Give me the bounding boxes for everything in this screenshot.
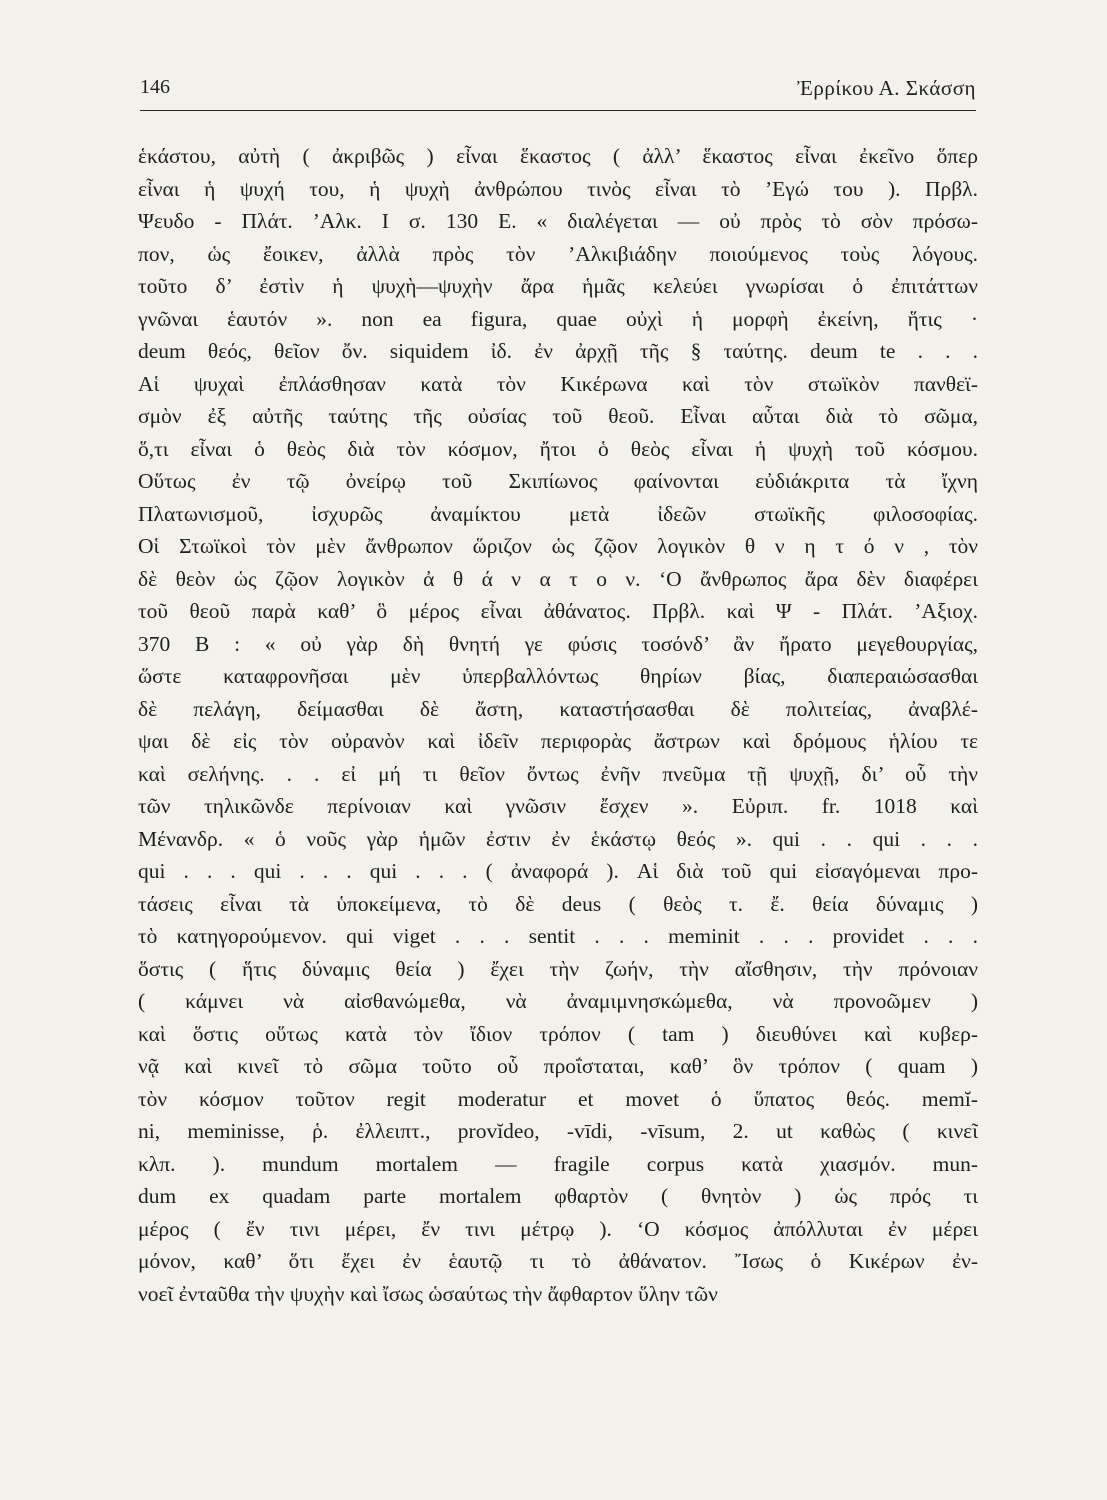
text-line: κλπ. ). mundum mortalem — fragile corpus κατὰ χιασμόν. mun- [138, 1151, 978, 1176]
text-line: ( κάμνει νὰ αἰσθανώμεθα, νὰ ἀναμιμνησκώμεθα, νὰ προνοῶμεν ) [138, 989, 978, 1013]
text-line: τῶν τηλικῶνδε περίνοιαν καὶ γνῶσιν ἔσχεν ». Εὐριπ. fr. 1018 καὶ [138, 794, 978, 818]
text-line: qui . . . qui . . . qui . . . ( ἀναφορά ). Αἱ διὰ τοῦ qui εἰσαγόμεναι προ- [138, 859, 978, 883]
text-line: σμὸν ἐξ αὐτῆς ταύτης τῆς οὐσίας τοῦ θεοῦ. Εἶναι αὗται διὰ τὸ σῶμα, [138, 404, 978, 428]
text-line: Αἱ ψυχαὶ ἐπλάσθησαν κατὰ τὸν Κικέρωνα καὶ τὸν στωϊκὸν πανθεϊ- [138, 371, 978, 396]
text-line: Ψευδο - Πλάτ. ’Αλκ. Ι σ. 130 Ε. « διαλέγεται — οὐ πρὸς τὸ σὸν πρόσω- [138, 209, 978, 233]
text-line: μέρος ( ἔν τινι μέρει, ἔν τινι μέτρῳ ). ‘Ο κόσμος ἀπόλλυται ἐν μέρει [138, 1216, 978, 1241]
text-line: καὶ σελήνης. . . εἰ μή τι θεῖον ὄντως ἐνῆν πνεῦμα τῇ ψυχῇ, δι’ οὗ τὴν [138, 761, 978, 786]
text-line: ὅ,τι εἶναι ὁ θεὸς διὰ τὸν κόσμον, ἤτοι ὁ θεὸς εἶναι ἡ ψυχὴ τοῦ κόσμου. [138, 436, 978, 461]
text-line: μόνον, καθ’ ὅτι ἔχει ἐν ἑαυτῷ τι τὸ ἀθάνατον. ῎Ισως ὁ Κικέρων ἐν- [138, 1249, 978, 1273]
text-line: νοεῖ ἐνταῦθα τὴν ψυχὴν καὶ ἴσως ὡσαύτως τὴν ἄφθαρτον ὕλην τῶν [138, 1281, 718, 1306]
text-line: πον, ὡς ἔοικεν, ἀλλὰ πρὸς τὸν ’Αλκιβιάδην ποιούμενος τοὺς λόγους. [138, 241, 978, 266]
text-line: deum θεός, θεῖον ὄν. siquidem ἰδ. ἐν ἀρχῇ τῆς § ταύτης. deum te . . . [138, 339, 978, 363]
text-line: Οὕτως ἐν τῷ ὀνείρῳ τοῦ Σκιπίωνος φαίνονται εὐδιάκριτα τὰ ἴχνη [138, 469, 978, 493]
text-line: Πλατωνισμοῦ, ἰσχυρῶς ἀναμίκτου μετὰ ἰδεῶν στωϊκῆς φιλοσοφίας. [138, 501, 978, 526]
page-header [140, 70, 976, 110]
text-line: Μένανδρ. « ὁ νοῦς γὰρ ἡμῶν ἐστιν ἐν ἑκάστῳ θεός ». qui . . qui . . . [138, 826, 978, 851]
text-line: τάσεις εἶναι τὰ ὑποκείμενα, τὸ δὲ deus ( θεὸς τ. ἔ. θεία δύναμις ) [138, 891, 978, 916]
text-line: τοῦ θεοῦ παρὰ καθ’ ὃ μέρος εἶναι ἀθάνατος. Πρβλ. καὶ Ψ - Πλάτ. ’Αξιοχ. [138, 599, 978, 623]
text-line: ἑκάστου, αὐτὴ ( ἀκριβῶς ) εἶναι ἕκαστος ( ἀλλ’ ἕκαστος εἶναι ἐκεῖνο ὅπερ [138, 144, 978, 168]
text-line: τὸ κατηγορούμενον. qui viget . . . sentit . . . meminit . . . providet . . . [138, 924, 978, 948]
text-line: τοῦτο δ’ ἐστὶν ἡ ψυχὴ—ψυχὴν ἄρα ἡμᾶς κελεύει γνωρίσαι ὁ ἐπιτάττων [138, 274, 978, 298]
text-line: γνῶναι ἑαυτόν ». non ea figura, quae οὐχὶ ἡ μορφὴ ἐκείνη, ἥτις · [138, 306, 978, 331]
text-line: ὅστις ( ἥτις δύναμις θεία ) ἔχει τὴν ζωήν, τὴν αἴσθησιν, τὴν πρόνοιαν [138, 956, 978, 981]
text-line: ni, meminisse, ῥ. ἐλλειπτ., provĭdeo, -vīdi, -vīsum, 2. ut καθὼς ( κινεῖ [138, 1119, 978, 1143]
text-line: ψαι δὲ εἰς τὸν οὐρανὸν καὶ ἰδεῖν περιφορὰς ἄστρων καὶ δρόμους ἡλίου τε [138, 729, 978, 753]
text-line: τὸν κόσμον τοῦτον regit moderatur et movet ὁ ὕπατος θεός. memĭ- [138, 1086, 978, 1111]
text-line: 370 Β : « οὐ γὰρ δὴ θνητή γε φύσις τοσόνδ’ ἂν ἤρατο μεγεθουργίας, [138, 631, 978, 656]
text-line: νᾷ καὶ κινεῖ τὸ σῶμα τοῦτο οὗ προΐσταται, καθ’ ὃν τρόπον ( quam ) [138, 1054, 978, 1078]
text-line: δὲ πελάγη, δείμασθαι δὲ ἄστη, καταστήσασθαι δὲ πολιτείας, ἀναβλέ- [138, 696, 978, 721]
text-line: δὲ θεὸν ὡς ζῷον λογικὸν ἀ θ ά ν α τ ο ν. ‘Ο ἄνθρωπος ἄρα δὲν διαφέρει [138, 566, 978, 591]
text-line: καὶ ὅστις οὕτως κατὰ τὸν ἴδιον τρόπον ( tam ) διευθύνει καὶ κυβερ- [138, 1021, 978, 1046]
header-rule [140, 110, 976, 111]
text-line: ὥστε καταφρονῆσαι μὲν ὑπερβαλλόντως θηρίων βίας, διαπεραιώσασθαι [138, 664, 978, 688]
text-line: dum ex quadam parte mortalem φθαρτὸν ( θνητὸν ) ὡς πρός τι [138, 1184, 978, 1208]
text-line: εἶναι ἡ ψυχή του, ἡ ψυχὴ ἀνθρώπου τινὸς εἶναι τὸ ’Εγώ του ). Πρβλ. [138, 176, 978, 201]
body-text [138, 140, 978, 1310]
text-line: Οἱ Στωϊκοὶ τὸν μὲν ἄνθρωπον ὥριζον ὡς ζῷον λογικὸν θ ν η τ ό ν , τὸν [138, 534, 978, 558]
page-number: 146 [140, 76, 170, 98]
running-head: Ἐρρίκου Α. Σκάσση [797, 76, 976, 100]
